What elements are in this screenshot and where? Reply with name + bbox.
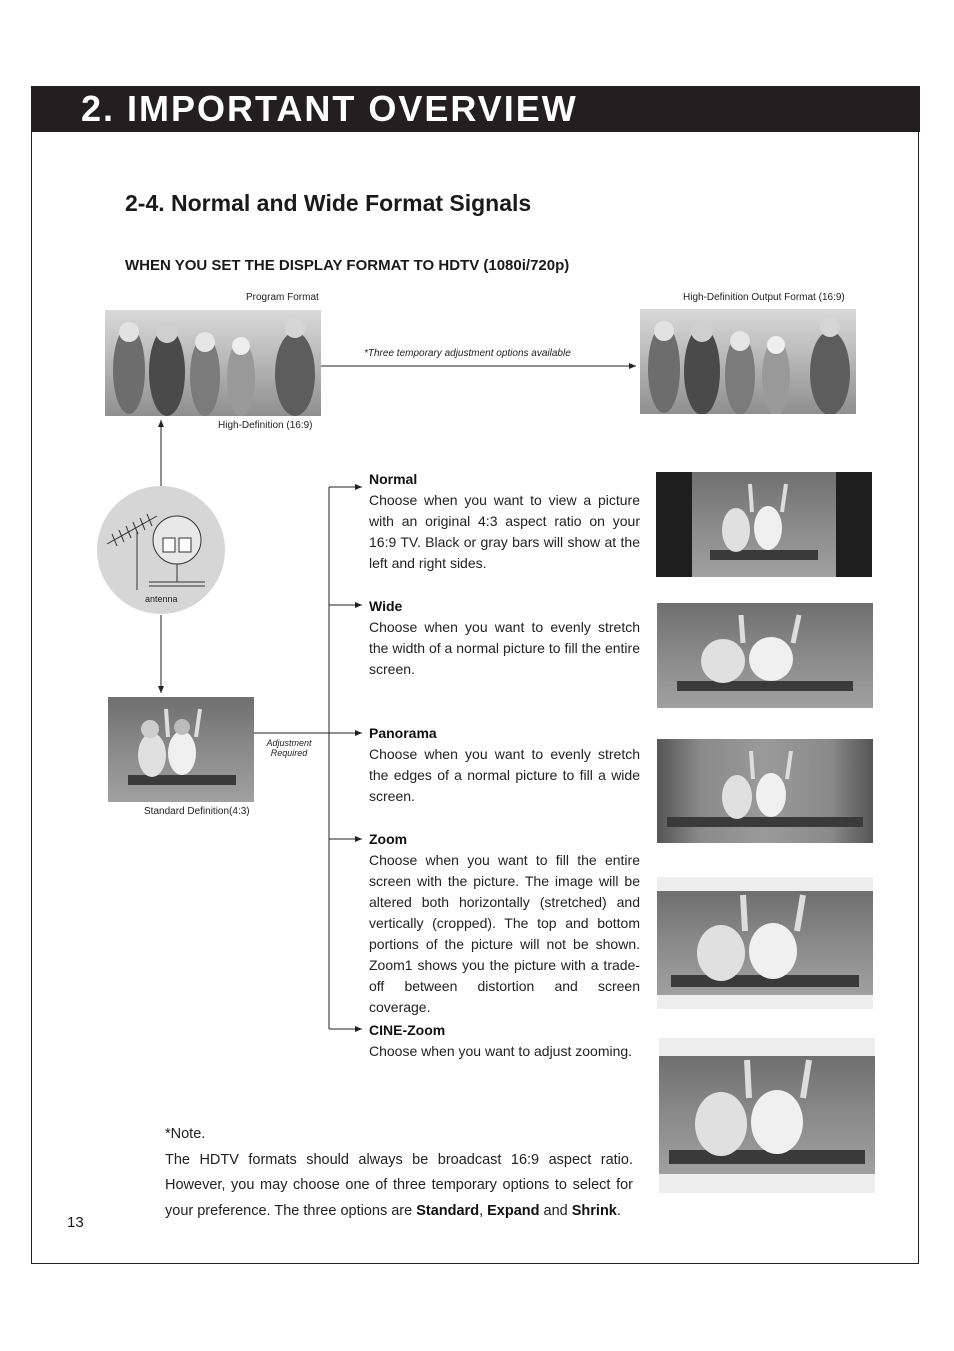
program-format-photo xyxy=(105,310,321,416)
program-format-label: Program Format xyxy=(246,292,319,303)
antenna-label: antenna xyxy=(145,594,178,604)
panorama-preview-image xyxy=(657,739,873,843)
standard-def-label: Standard Definition(4:3) xyxy=(144,806,250,817)
hd-output-photo xyxy=(640,309,856,414)
page-title: 2. IMPORTANT OVERVIEW xyxy=(81,88,578,129)
hd-output-format-label: High-Definition Output Format (16:9) xyxy=(683,292,845,303)
adjustment-required-label: Adjustment Required xyxy=(266,738,312,758)
note-text: The HDTV formats should always be broadcast 16:9 aspect ratio. However, you may choose one of three temporary options to select for your preference. The three options are Standard, Expand and Shrink. xyxy=(165,1151,633,1219)
hd-169-label: High-Definition (16:9) xyxy=(218,420,313,431)
note-label: *Note. xyxy=(165,1126,206,1142)
option-wide: Wide Choose when you want to evenly stretch the width of a normal picture to fill the entire screen. xyxy=(369,598,640,677)
page-number: 13 xyxy=(67,1214,84,1231)
section-title: 2-4. Normal and Wide Format Signals xyxy=(125,190,532,216)
option-cine-zoom: CINE-Zoom Choose when you want to adjust zooming. xyxy=(369,1022,633,1059)
option-zoom: Zoom Choose when you want to fill the entire screen with the picture. The image will be altered both horizontally (stretched) and vertically (cropped). The top and bottom portions of the picture will not be shown. Zoom1 shows you the picture with a trade-off between distortion and screen coverage. xyxy=(369,831,640,1015)
zoom-preview-image xyxy=(657,877,873,1009)
subheading: WHEN YOU SET THE DISPLAY FORMAT TO HDTV (1080i/720p) xyxy=(125,257,570,274)
cine-zoom-preview-image xyxy=(659,1038,875,1193)
note-block xyxy=(165,1122,633,1224)
normal-preview-image xyxy=(656,472,872,577)
wide-preview-image xyxy=(657,603,873,708)
option-panorama: Panorama Choose when you want to evenly stretch the edges of a normal picture to fill a wide screen. xyxy=(369,725,640,804)
temp-options-label: *Three temporary adjustment options available xyxy=(364,348,571,359)
option-normal: Normal Choose when you want to view a picture with an original 4:3 aspect ratio on your 16:9 TV. Black or gray bars will show at the left and right sides. xyxy=(369,471,640,571)
standard-def-photo xyxy=(108,697,254,802)
